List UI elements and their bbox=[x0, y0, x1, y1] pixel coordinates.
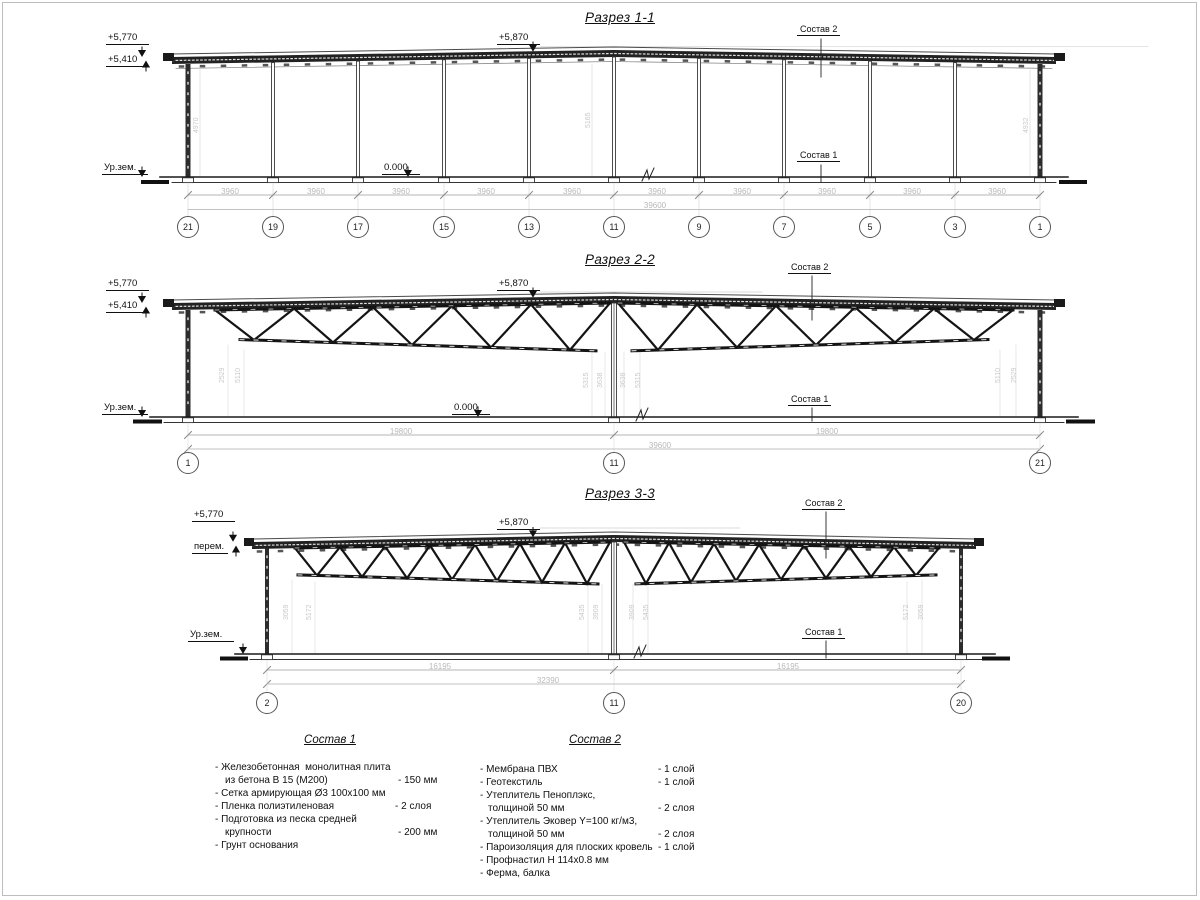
height-dimension: 3059 bbox=[918, 604, 925, 620]
ground-level-label: Ур.зем. bbox=[102, 402, 148, 415]
height-dimension: 5110 bbox=[235, 367, 242, 383]
roof-layer-label: Состав 2 bbox=[797, 24, 840, 36]
legend-row-value: - 2 слоя bbox=[658, 803, 695, 814]
elevation-label: +5,770 bbox=[192, 509, 235, 522]
grid-bubble: 1 bbox=[1037, 222, 1043, 232]
elevation-label: +5,410 bbox=[106, 54, 149, 67]
grid-bubble: 3 bbox=[952, 222, 958, 232]
legend-row-text: - Подготовка из песка средней bbox=[215, 814, 357, 825]
grid-bubble: 9 bbox=[696, 222, 702, 232]
ground-level-label: Ур.зем. bbox=[188, 629, 234, 642]
roof-layer-label: Состав 2 bbox=[802, 498, 845, 510]
grid-bubble: 5 bbox=[867, 222, 873, 232]
elevation-label: +5,410 bbox=[106, 300, 149, 313]
height-dimension: 3909 bbox=[593, 604, 600, 620]
section2-title: Разрез 2-2 bbox=[585, 252, 655, 267]
legend-row-text: - Профнастил Н 114х0.8 мм bbox=[480, 855, 609, 866]
height-dimension: 3638 bbox=[597, 372, 604, 388]
grid-bubble: 11 bbox=[609, 458, 619, 468]
legend-row-text: - Мембрана ПВХ bbox=[480, 764, 558, 775]
floor-level-label: 0.000 bbox=[382, 162, 420, 175]
height-dimension: 4932 bbox=[1023, 117, 1030, 133]
legend-row-text: - Сетка армирующая Ø3 100х100 мм bbox=[215, 788, 386, 799]
bay-dimension: 3960 bbox=[648, 187, 666, 196]
roof-layer-label: Состав 2 bbox=[788, 262, 831, 274]
half-dimension: 19800 bbox=[389, 427, 413, 436]
grid-bubble: 21 bbox=[182, 222, 193, 232]
overall-dimension: 39600 bbox=[648, 441, 672, 450]
legend2-title: Состав 2 bbox=[569, 734, 621, 746]
height-dimension: 5110 bbox=[995, 367, 1002, 383]
height-dimension: 5315 bbox=[635, 372, 642, 388]
bay-dimension: 3960 bbox=[477, 187, 495, 196]
grid-bubble: 11 bbox=[609, 698, 619, 708]
legend-row-text: - Пленка полиэтиленовая bbox=[215, 801, 335, 812]
height-dimension: 2529 bbox=[219, 367, 226, 383]
bay-dimension: 3960 bbox=[903, 187, 921, 196]
height-dimension: 4970 bbox=[193, 117, 200, 133]
legend-row-text: толщиной 50 мм bbox=[488, 803, 565, 814]
legend-row-text: - Геотекстиль bbox=[480, 777, 543, 788]
height-dimension: 3909 bbox=[629, 604, 636, 620]
half-dimension: 16195 bbox=[776, 662, 800, 671]
grid-bubble: 11 bbox=[609, 222, 619, 232]
half-dimension: 16195 bbox=[428, 662, 452, 671]
legend-row-text: - Утеплитель Пеноплэкс, bbox=[480, 790, 596, 801]
grid-bubble: 21 bbox=[1034, 458, 1045, 468]
legend-row-text: крупности bbox=[225, 827, 272, 838]
legend-row-value: - 2 слоя bbox=[658, 829, 695, 840]
legend-row-text: толщиной 50 мм bbox=[488, 829, 565, 840]
height-dimension: 3638 bbox=[620, 372, 627, 388]
section1-title: Разрез 1-1 bbox=[585, 10, 655, 25]
section3-title: Разрез 3-3 bbox=[585, 486, 655, 501]
section2-drawing bbox=[135, 276, 1093, 474]
floor-layer-label: Состав 1 bbox=[788, 394, 831, 406]
overall-dimension: 39600 bbox=[643, 201, 667, 210]
grid-bubble: 20 bbox=[955, 698, 966, 708]
grid-bubble: 19 bbox=[267, 222, 278, 232]
grid-bubble: 1 bbox=[185, 458, 191, 468]
floor-level-label: 0.000 bbox=[452, 402, 490, 415]
half-dimension: 19800 bbox=[815, 427, 839, 436]
height-dimension: 5165 bbox=[585, 112, 592, 128]
legend1-title: Состав 1 bbox=[304, 734, 356, 746]
height-dimension: 5315 bbox=[583, 372, 590, 388]
ground-level-label: Ур.зем. bbox=[102, 162, 148, 175]
floor-layer-label: Состав 1 bbox=[802, 627, 845, 639]
overall-dimension: 32390 bbox=[536, 676, 560, 685]
bay-dimension: 3960 bbox=[988, 187, 1006, 196]
height-dimension: 5172 bbox=[903, 604, 910, 620]
legend-row-text: - Пароизоляция для плоских кровель bbox=[480, 842, 653, 853]
bay-dimension: 3960 bbox=[563, 187, 581, 196]
grid-bubble: 15 bbox=[438, 222, 449, 232]
legend-row-text: - Железобетонная монолитная плита bbox=[215, 762, 391, 773]
legend-row-value: - 150 мм bbox=[398, 775, 438, 786]
height-dimension: 5435 bbox=[643, 604, 650, 620]
floor-layer-label: Состав 1 bbox=[797, 150, 840, 162]
legend-row-text: - Грунт основания bbox=[215, 840, 299, 851]
grid-bubble: 17 bbox=[352, 222, 363, 232]
grid-bubble: 2 bbox=[264, 698, 270, 708]
bay-dimension: 3960 bbox=[392, 187, 410, 196]
legend-row-value: - 1 слой bbox=[658, 842, 695, 853]
bay-dimension: 3960 bbox=[221, 187, 239, 196]
legend-row-value: - 1 слой bbox=[658, 764, 695, 775]
section3-drawing bbox=[222, 512, 1008, 714]
elevation-label: +5,770 bbox=[106, 32, 149, 45]
legend-row-text: - Ферма, балка bbox=[480, 868, 550, 879]
grid-bubble: 7 bbox=[781, 222, 787, 232]
bay-dimension: 3960 bbox=[733, 187, 751, 196]
ridge-level-label: +5,870 bbox=[497, 278, 540, 291]
legend-row-value: - 1 слой bbox=[658, 777, 695, 788]
height-dimension: 5172 bbox=[306, 604, 313, 620]
legend-row-value: - 200 мм bbox=[398, 827, 438, 838]
legend-row-text: из бетона В 15 (М200) bbox=[225, 775, 328, 786]
elevation-label: +5,770 bbox=[106, 278, 149, 291]
height-dimension: 3059 bbox=[283, 604, 290, 620]
bay-dimension: 3960 bbox=[818, 187, 836, 196]
height-dimension: 5435 bbox=[579, 604, 586, 620]
grid-bubble: 13 bbox=[523, 222, 534, 232]
height-dimension: 2529 bbox=[1011, 367, 1018, 383]
legend-row-value: - 2 слоя bbox=[395, 801, 432, 812]
ridge-level-label: +5,870 bbox=[497, 517, 540, 530]
bay-dimension: 3960 bbox=[307, 187, 325, 196]
legend-row-text: - Утеплитель Эковер Y=100 кг/м3, bbox=[480, 816, 638, 827]
elevation-label: перем. bbox=[192, 541, 228, 554]
ridge-level-label: +5,870 bbox=[497, 32, 540, 45]
